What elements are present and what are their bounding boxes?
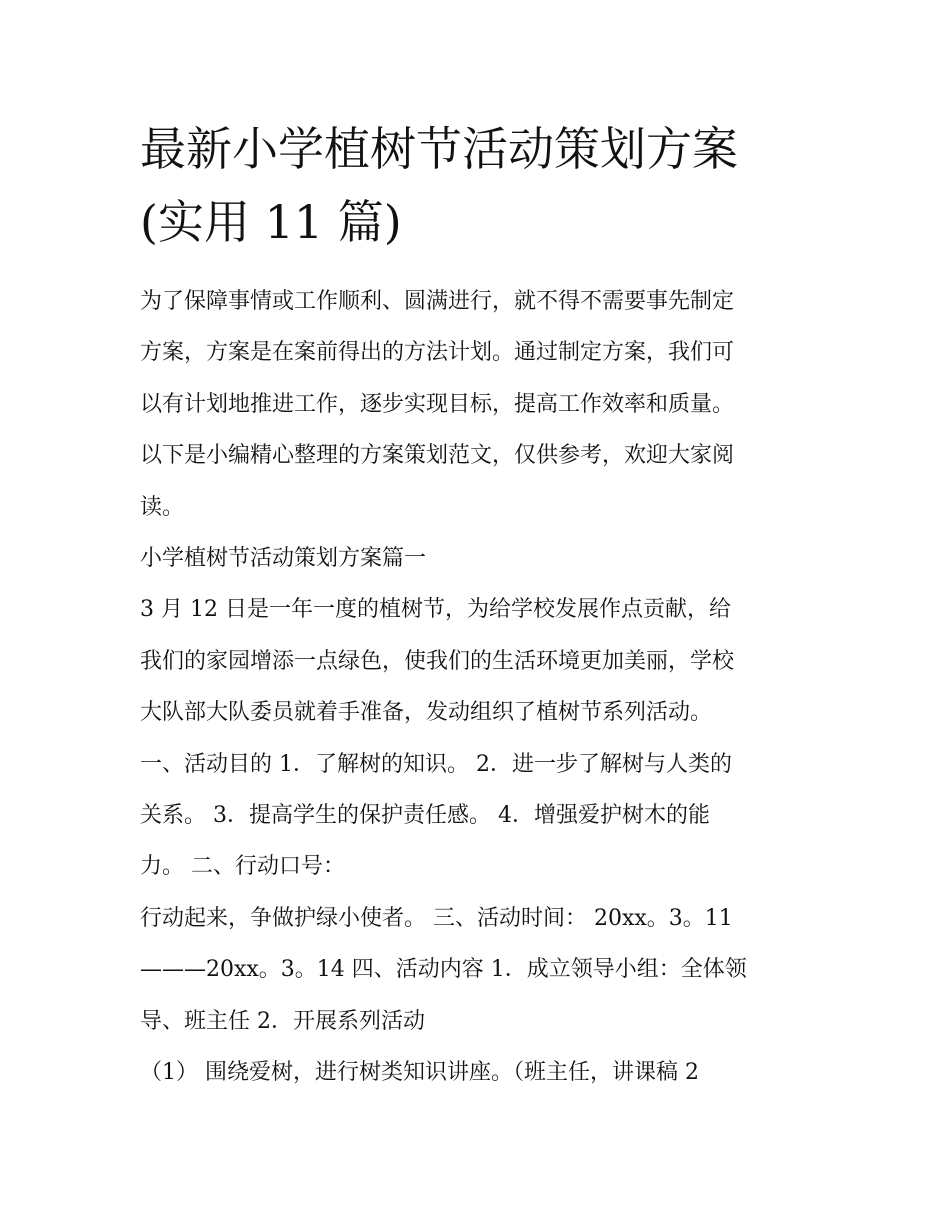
document-title (140, 113, 820, 259)
body-line: （1） 围绕爱树，进行树类知识讲座。（班主任，讲课稿 2 (140, 1060, 699, 1086)
body-line: 读。 (140, 494, 185, 520)
body-line: 力。 二、行动口号： (140, 854, 345, 880)
document-body (140, 276, 830, 1099)
body-line: 大队部大队委员就着手准备，发动组织了植树节系列活动。 (140, 700, 713, 726)
body-line: 一、活动目的 1．了解树的知识。 2．进一步了解树与人类的 (140, 751, 732, 777)
body-line: 以下是小编精心整理的方案策划范文，仅供参考，欢迎大家阅 (140, 443, 735, 469)
body-line: 以有计划地推进工作，逐步实现目标，提高工作效率和质量。 (140, 391, 735, 417)
title-line-2: (实用 11 篇) (140, 195, 402, 249)
body-line: 我们的家园增添一点绿色，使我们的生活环境更加美丽，学校 (140, 648, 735, 674)
body-line: 行动起来，争做护绿小使者。 三、活动时间： 20xx。3。11 (140, 905, 733, 931)
title-line-1: 最新小学植树节活动策划方案 (140, 122, 738, 176)
body-line: 3 月 12 日是一年一度的植树节，为给学校发展作点贡献，给 (140, 597, 731, 623)
body-line: 方案，方案是在案前得出的方法计划。通过制定方案，我们可 (140, 340, 735, 366)
body-line: 为了保障事情或工作顺利、圆满进行，就不得不需要事先制定 (140, 289, 735, 314)
body-line: 关系。 3．提高学生的保护责任感。 4．增强爱护树木的能 (140, 803, 710, 829)
section-heading: 小学植树节活动策划方案篇一 (140, 546, 427, 572)
body-line: 导、班主任 2．开展系列活动 (140, 1008, 425, 1034)
body-line: ———20xx。3。14 四、活动内容 1．成立领导小组：全体领 (140, 957, 747, 983)
